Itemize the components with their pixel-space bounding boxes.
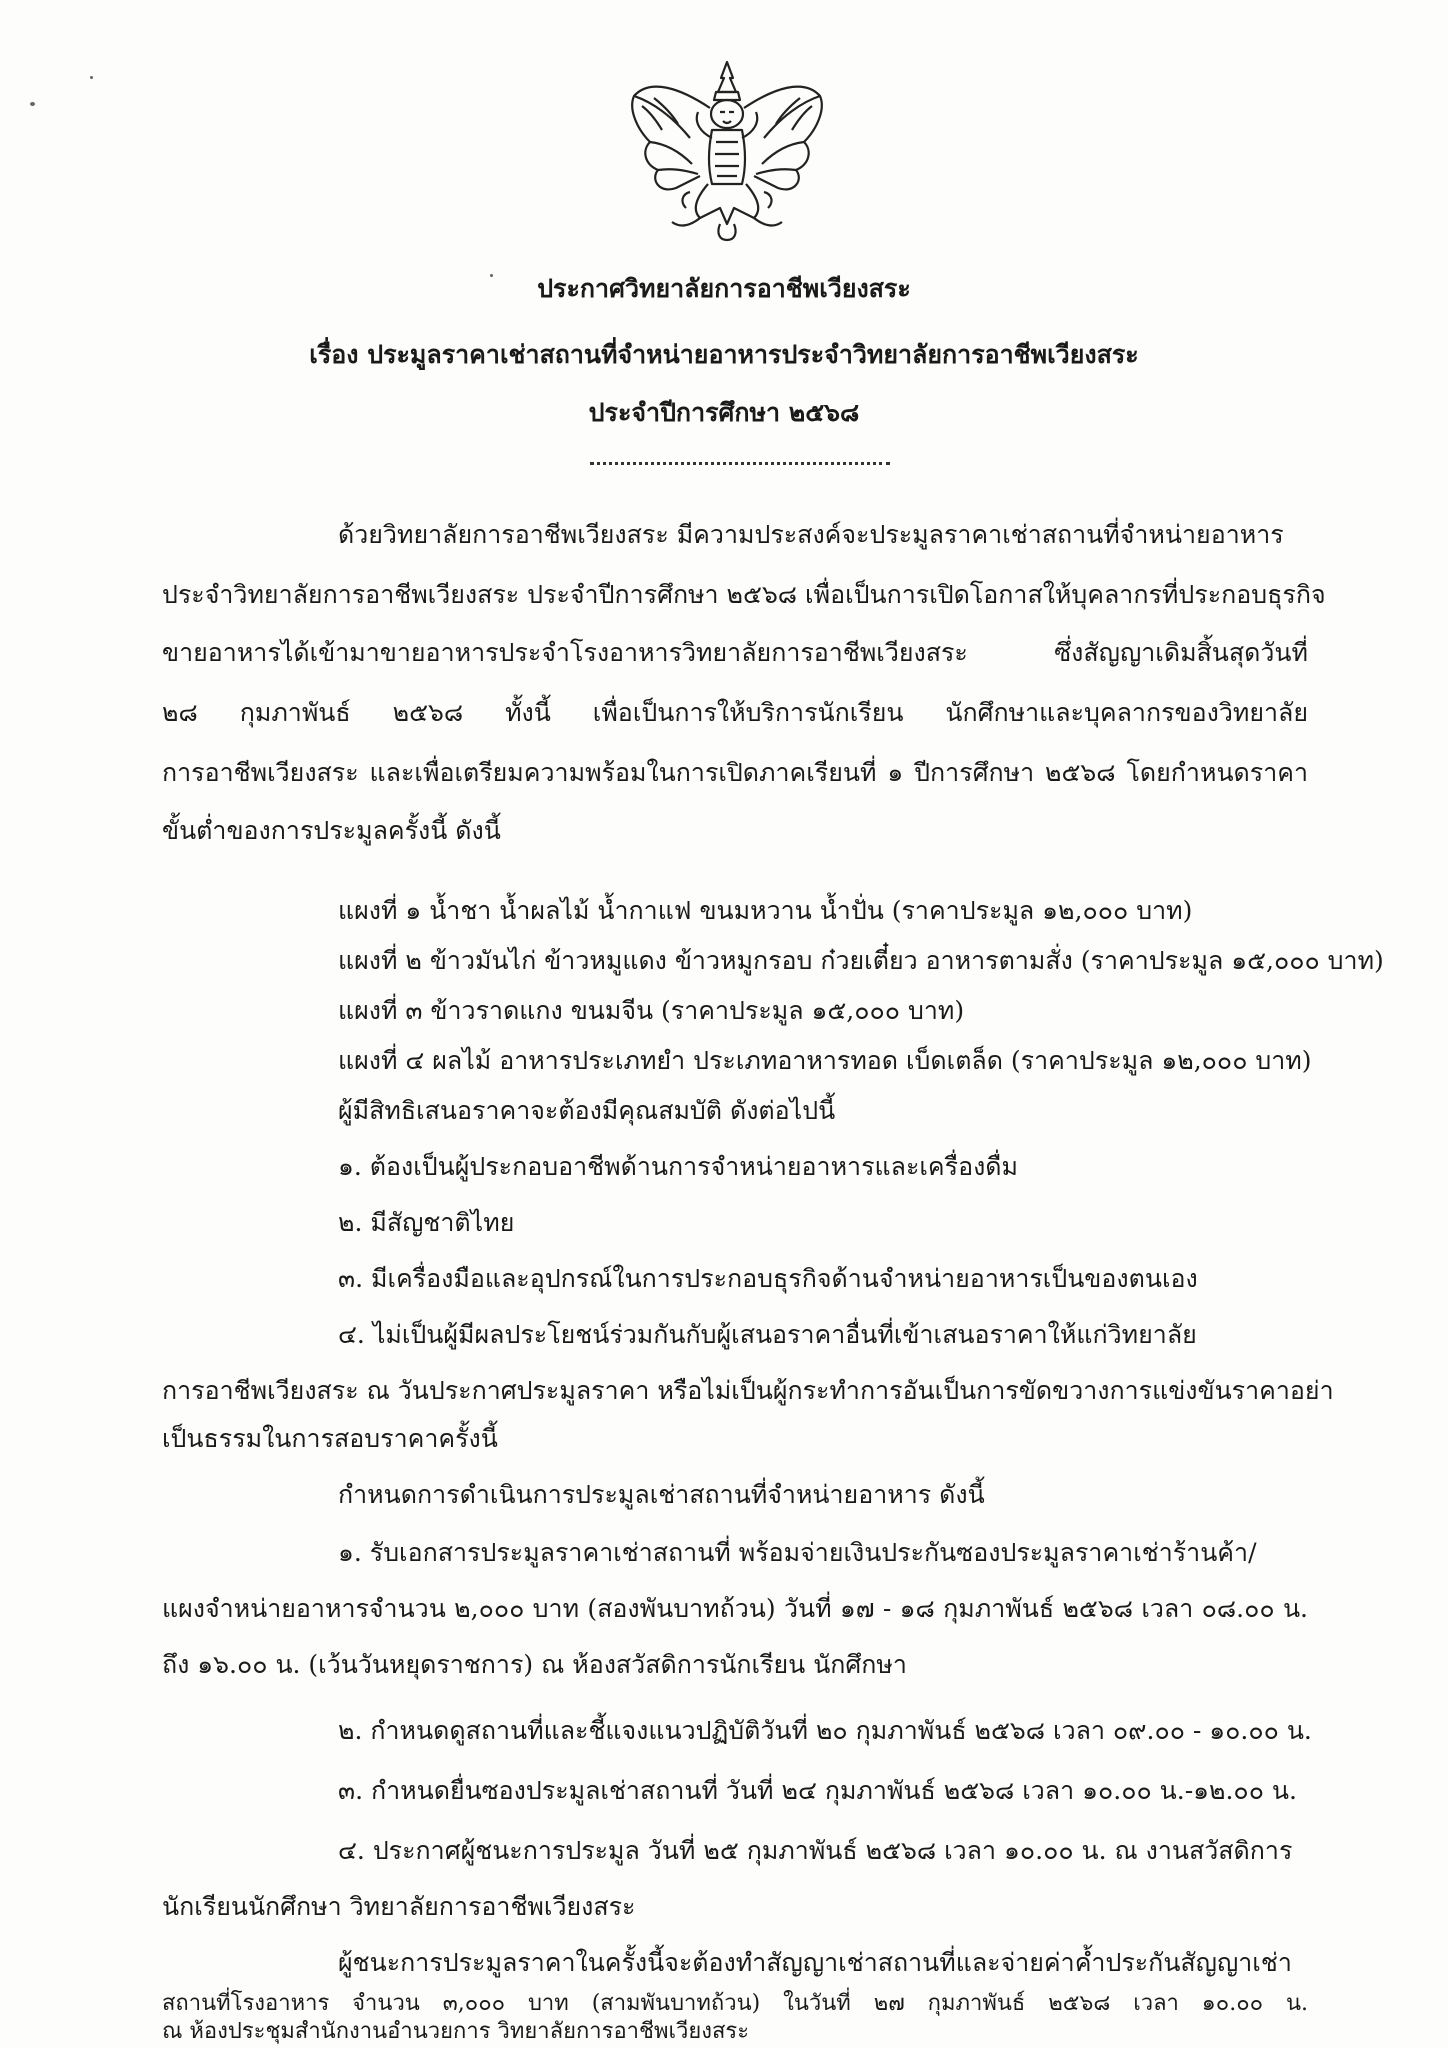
schedule-item: ๒. กำหนดดูสถานที่และชี้แจงแนวปฏิบัติวันที่ ๒๐ กุมภาพันธ์ ๒๕๖๘ เวลา ๐๙.๐๐ - ๑๐.๐๐ น. xyxy=(338,1716,1312,1745)
qualification-item: ๑. ต้องเป็นผู้ประกอบอาชีพด้านการจำหน่ายอาหารและเครื่องดื่ม xyxy=(338,1152,1019,1181)
qualification-item: การอาชีพเวียงสระ ณ วันประกาศประมูลราคา หรือไม่เป็นผู้กระทำการอันเป็นการขัดขวางการแข่งขันราคาอย่า xyxy=(162,1376,1334,1405)
intro-line: ขั้นต่ำของการประมูลครั้งนี้ ดังนี้ xyxy=(162,816,501,845)
winner-line: สถานที่โรงอาหาร จำนวน ๓,๐๐๐ บาท (สามพันบาทถ้วน) ในวันที่ ๒๗ กุมภาพันธ์ ๒๕๖๘ เวลา ๑๐.๐๐ น. xyxy=(162,1991,1308,2016)
garuda-emblem-icon xyxy=(620,58,835,243)
qualification-item: เป็นธรรมในการสอบราคาครั้งนี้ xyxy=(162,1424,498,1453)
schedule-item: ๑. รับเอกสารประมูลราคาเช่าสถานที่ พร้อมจ่ายเงินประกันซองประมูลราคาเช่าร้านค้า/ xyxy=(338,1538,1257,1567)
stall-item: แผงที่ ๑ น้ำชา น้ำผลไม้ น้ำกาแฟ ขนมหวาน น้ำปั่น (ราคาประมูล ๑๒,๐๐๐ บาท) xyxy=(338,896,1193,925)
announcement-subject: เรื่อง ประมูลราคาเช่าสถานที่จำหน่ายอาหารประจำวิทยาลัยการอาชีพเวียงสระ xyxy=(309,340,1139,369)
qualification-item: ๔. ไม่เป็นผู้มีผลประโยชน์ร่วมกันกับผู้เสนอราคาอื่นที่เข้าเสนอราคาให้แก่วิทยาลัย xyxy=(338,1320,1197,1349)
intro-line: ๒๘ กุมภาพันธ์ ๒๕๖๘ ทั้งนี้ เพื่อเป็นการให้บริการนักเรียน นักศึกษาและบุคลากรของวิทยาลัย xyxy=(162,698,1308,727)
schedule-item: ถึง ๑๖.๐๐ น. (เว้นวันหยุดราชการ) ณ ห้องสวัสดิการนักเรียน นักศึกษา xyxy=(162,1650,907,1679)
schedule-item: นักเรียนนักศึกษา วิทยาลัยการอาชีพเวียงสระ xyxy=(162,1892,636,1921)
schedule-item: ๓. กำหนดยื่นซองประมูลเช่าสถานที่ วันที่ ๒๔ กุมภาพันธ์ ๒๕๖๘ เวลา ๑๐.๐๐ น.-๑๒.๐๐ น. xyxy=(338,1776,1297,1805)
qualifications-heading: ผู้มีสิทธิเสนอราคาจะต้องมีคุณสมบัติ ดังต่อไปนี้ xyxy=(338,1096,836,1125)
winner-line: ผู้ชนะการประมูลราคาในครั้งนี้จะต้องทำสัญญาเช่าสถานที่และจ่ายค่าค้ำประกันสัญญาเช่า xyxy=(338,1948,1292,1977)
title-divider xyxy=(590,462,890,465)
scan-speck xyxy=(90,76,93,79)
stall-item: แผงที่ ๔ ผลไม้ อาหารประเภทยำ ประเภทอาหารทอด เบ็ดเตล็ด (ราคาประมูล ๑๒,๐๐๐ บาท) xyxy=(338,1046,1312,1075)
qualification-item: ๒. มีสัญชาติไทย xyxy=(338,1208,515,1237)
qualification-item: ๓. มีเครื่องมือและอุปกรณ์ในการประกอบธุรกิจด้านจำหน่ายอาหารเป็นของตนเอง xyxy=(338,1264,1198,1293)
stall-item: แผงที่ ๓ ข้าวราดแกง ขนมจีน (ราคาประมูล ๑๕,๐๐๐ บาท) xyxy=(338,996,965,1025)
announcement-year: ประจำปีการศึกษา ๒๕๖๘ xyxy=(588,398,860,427)
winner-line: ณ ห้องประชุมสำนักงานอำนวยการ วิทยาลัยการอาชีพเวียงสระ xyxy=(162,2019,750,2044)
intro-line: ด้วยวิทยาลัยการอาชีพเวียงสระ มีความประสงค์จะประมูลราคาเช่าสถานที่จำหน่ายอาหาร xyxy=(338,520,1284,549)
schedule-heading: กำหนดการดำเนินการประมูลเช่าสถานที่จำหน่ายอาหาร ดังนี้ xyxy=(338,1480,985,1509)
intro-line: การอาชีพเวียงสระ และเพื่อเตรียมความพร้อมในการเปิดภาคเรียนที่ ๑ ปีการศึกษา ๒๕๖๘ โดยกำหนดราคา xyxy=(162,758,1308,787)
schedule-item: ๔. ประกาศผู้ชนะการประมูล วันที่ ๒๕ กุมภาพันธ์ ๒๕๖๘ เวลา ๑๐.๐๐ น. ณ งานสวัสดิการ xyxy=(338,1836,1293,1865)
intro-line: ประจำวิทยาลัยการอาชีพเวียงสระ ประจำปีการศึกษา ๒๕๖๘ เพื่อเป็นการเปิดโอกาสให้บุคลากรที่ประกอบธุรกิจ xyxy=(162,580,1326,609)
announcement-title: ประกาศวิทยาลัยการอาชีพเวียงสระ xyxy=(537,274,911,303)
scan-speck xyxy=(30,102,35,106)
stall-item: แผงที่ ๒ ข้าวมันไก่ ข้าวหมูแดง ข้าวหมูกรอบ ก๋วยเตี๋ยว อาหารตามสั่ง (ราคาประมูล ๑๕,๐๐๐ บาท) xyxy=(338,946,1384,975)
intro-line: ขายอาหารได้เข้ามาขายอาหารประจำโรงอาหารวิทยาลัยการอาชีพเวียงสระ ซึ่งสัญญาเดิมสิ้นสุดวันที่ xyxy=(162,638,1308,667)
schedule-item: แผงจำหน่ายอาหารจำนวน ๒,๐๐๐ บาท (สองพันบาทถ้วน) วันที่ ๑๗ - ๑๘ กุมภาพันธ์ ๒๕๖๘ เวลา ๐๘.๐๐ น. xyxy=(162,1594,1308,1623)
